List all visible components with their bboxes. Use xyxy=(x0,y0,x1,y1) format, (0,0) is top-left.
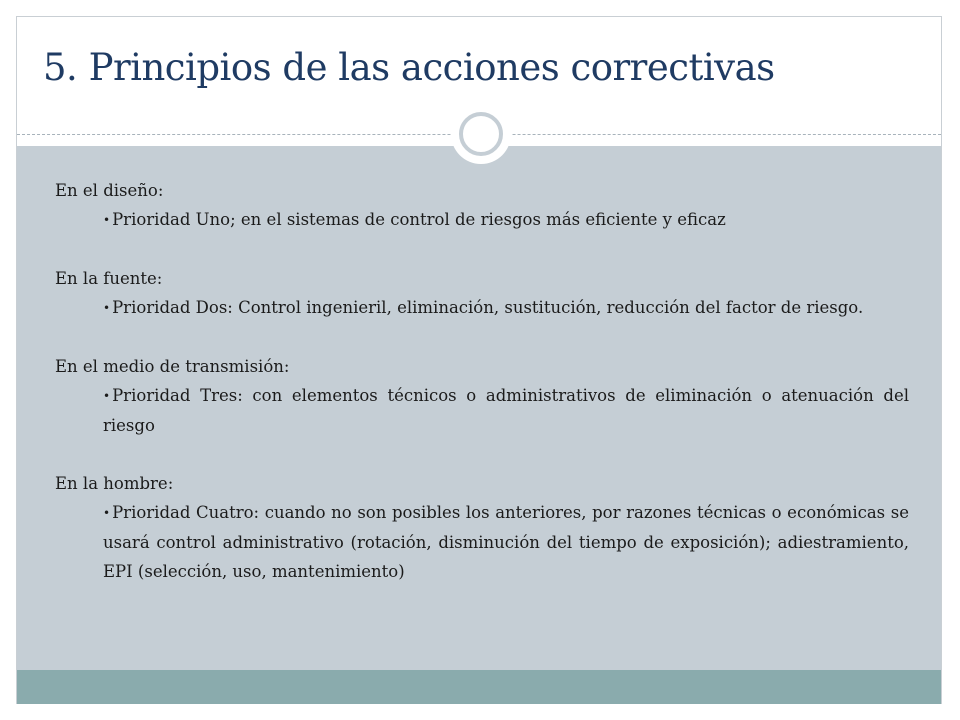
bullet-dot-icon: • xyxy=(103,389,111,403)
bullet-dot-icon: • xyxy=(103,301,111,315)
list-item xyxy=(55,381,909,440)
list-item xyxy=(55,293,909,323)
bullet-text: Prioridad Cuatro: cuando no son posibles los anteriores, por razones técnicas o económicas se usará control administrativo (rotación, disminución del tiempo de exposición); adiestramiento, EPI (selección, uso, mantenimiento) xyxy=(103,503,909,581)
section-hombre xyxy=(55,469,909,586)
section-heading: En la fuente: xyxy=(55,269,163,288)
slide-body xyxy=(55,176,909,615)
bullet-text: Prioridad Tres: con elementos técnicos o administrativos de eliminación o atenuación del riesgo xyxy=(103,386,909,435)
footer-band xyxy=(17,670,941,704)
section-heading: En la hombre: xyxy=(55,474,174,493)
slide-title: 5. Principios de las acciones correctivas xyxy=(43,46,775,89)
section-medio-transmision xyxy=(55,352,909,440)
list-item xyxy=(55,205,909,235)
bullet-text: Prioridad Dos: Control ingenieril, eliminación, sustitución, reducción del factor de riesgo. xyxy=(112,298,864,317)
section-fuente xyxy=(55,264,909,323)
bullet-dot-icon: • xyxy=(103,506,111,520)
bullet-text: Prioridad Uno; en el sistemas de control de riesgos más eficiente y eficaz xyxy=(112,210,726,229)
bullet-dot-icon: • xyxy=(103,213,111,227)
section-diseno xyxy=(55,176,909,235)
list-item xyxy=(55,498,909,586)
ring-ornament-inner xyxy=(459,112,503,156)
section-heading: En el medio de transmisión: xyxy=(55,357,290,376)
section-heading: En el diseño: xyxy=(55,181,164,200)
